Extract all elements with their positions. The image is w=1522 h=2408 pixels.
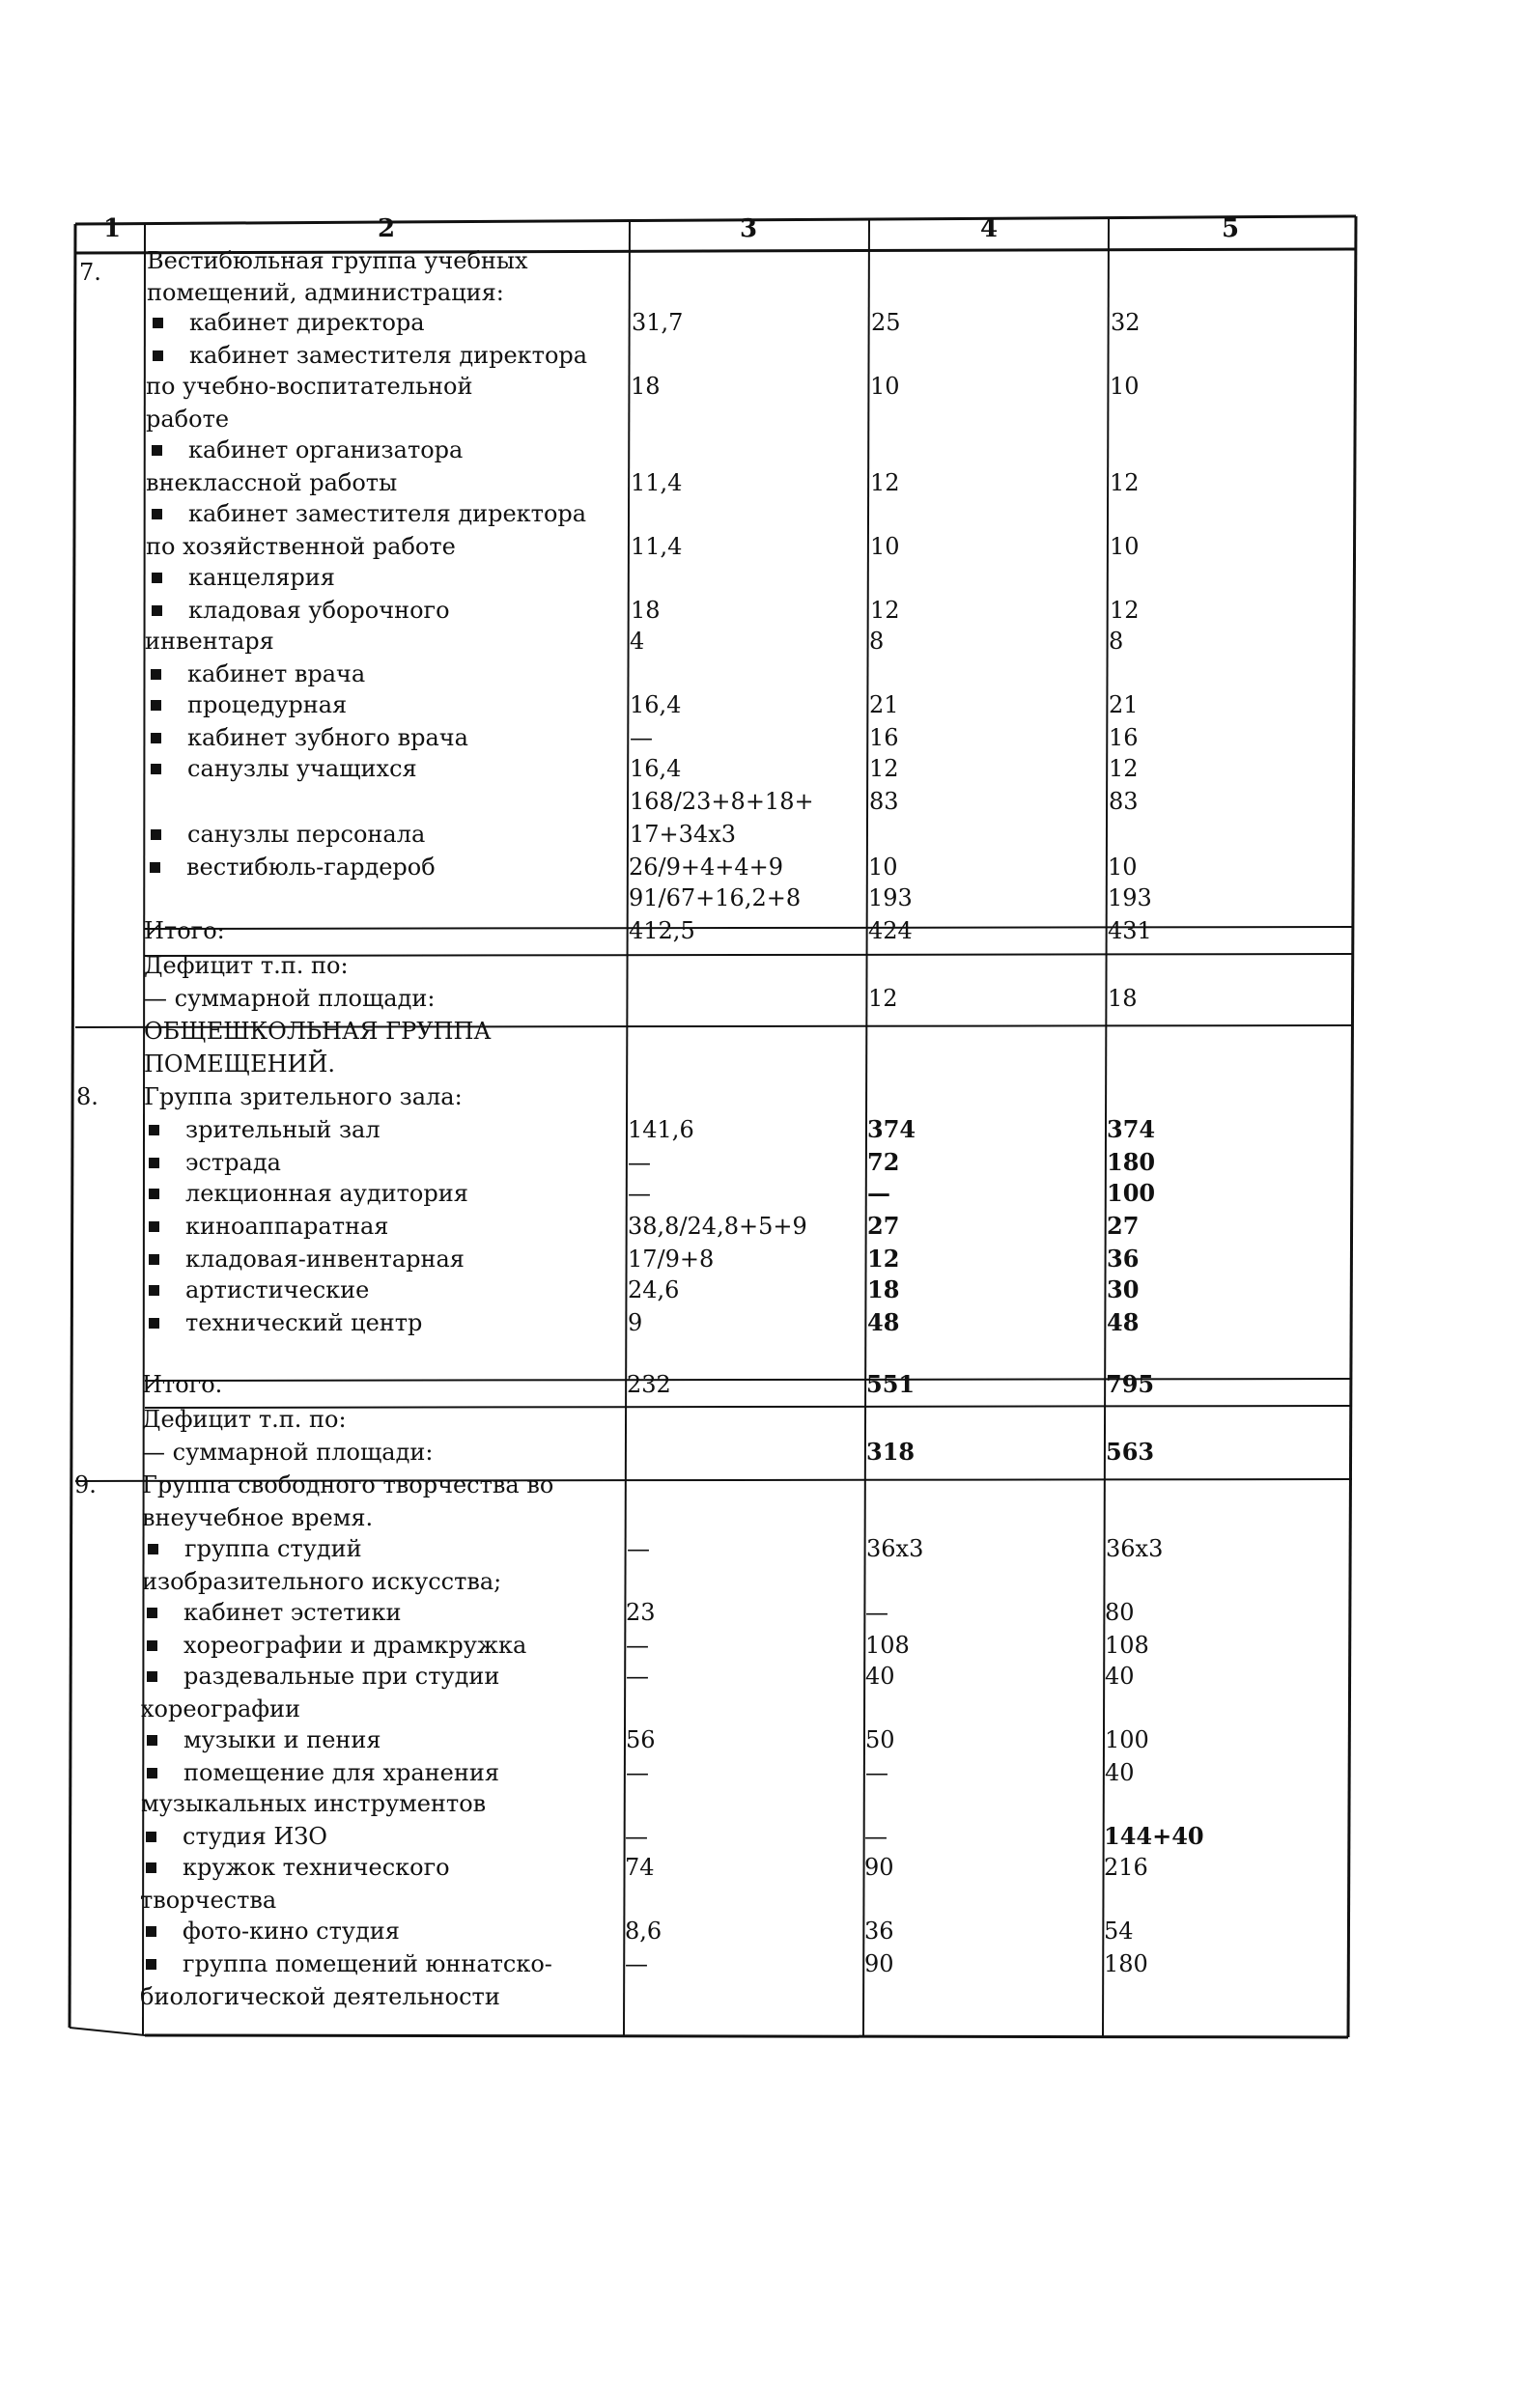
row-label: помещений, администрация:: [147, 279, 504, 306]
cell-col3: —: [626, 1632, 649, 1659]
cell-col4: 12: [867, 1245, 900, 1273]
bullet-icon: [151, 829, 161, 840]
row-label: внеучебное время.: [142, 1504, 374, 1531]
cell-col3: 412,5: [629, 917, 695, 944]
cell-col5: 30: [1107, 1275, 1140, 1303]
row-label: по хозяйственной работе: [146, 533, 456, 560]
cell-col5: 563: [1106, 1438, 1155, 1466]
cell-col5: 10: [1108, 854, 1138, 881]
cell-col5: 100: [1107, 1179, 1156, 1207]
cell-col5: 180: [1107, 1148, 1156, 1176]
cell-col4: 36x3: [866, 1535, 924, 1562]
cell-col4: 27: [867, 1212, 900, 1240]
cell-col5: 12: [1110, 597, 1140, 624]
row-label: кабинет заместителя директора: [188, 500, 587, 527]
cell-col5: 18: [1108, 985, 1138, 1012]
row-label: хореографии и драмкружка: [183, 1632, 527, 1659]
cell-col4: 12: [870, 469, 900, 496]
row-label: эстрада: [185, 1149, 281, 1176]
bullet-icon: [151, 669, 161, 680]
row-label: процедурная: [187, 691, 348, 718]
cell-col5: 144+40: [1104, 1822, 1204, 1850]
bullet-icon: [146, 1926, 156, 1937]
bullet-icon: [149, 1318, 159, 1329]
row-label: технический центр: [185, 1309, 423, 1336]
bullet-icon: [152, 445, 162, 456]
cell-col5: 12: [1110, 469, 1140, 496]
row-label: Группа свободного творчества во: [142, 1471, 554, 1498]
bullet-icon: [147, 1608, 157, 1618]
cell-col4: 318: [866, 1438, 916, 1466]
cell-col3: 9: [628, 1309, 643, 1336]
cell-col3: —: [630, 724, 653, 751]
row-label: Итого.: [142, 1371, 223, 1398]
cell-col4: —: [864, 1823, 888, 1850]
cell-col4: 551: [866, 1370, 916, 1398]
cell-col4: —: [867, 1179, 890, 1207]
row-label: Итого:: [144, 917, 225, 944]
cell-col5: 193: [1108, 884, 1152, 911]
cell-col4: 21: [869, 691, 899, 718]
cell-col3: 17/9+8: [628, 1246, 715, 1273]
row-label: хореографии: [141, 1695, 301, 1722]
bullet-icon: [149, 1189, 159, 1199]
cell-col3: 16,4: [630, 691, 682, 718]
row-label: Группа зрительного зала:: [144, 1083, 463, 1110]
row-label: биологической деятельности: [140, 1983, 500, 2010]
cell-col5: 12: [1109, 755, 1139, 782]
cell-col4: 12: [869, 755, 899, 782]
cell-col3: 38,8/24,8+5+9: [628, 1213, 807, 1240]
cell-col5: 108: [1105, 1632, 1149, 1659]
row-label: кружок технического: [183, 1854, 450, 1881]
cell-col3: 56: [626, 1726, 656, 1753]
bullet-icon: [148, 1544, 158, 1554]
cell-col4: 16: [869, 724, 899, 751]
cell-col3: 18: [631, 373, 661, 400]
cell-col3: 141,6: [628, 1116, 694, 1143]
row-number: 9.: [74, 1471, 97, 1498]
cell-col3: —: [626, 1663, 649, 1690]
row-label: артистические: [185, 1276, 370, 1303]
bullet-icon: [147, 1671, 157, 1682]
cell-col4: 12: [868, 985, 898, 1012]
row-label: группа студий: [184, 1535, 362, 1562]
cell-col5: 83: [1109, 788, 1139, 815]
cell-col5: 32: [1111, 309, 1141, 336]
cell-col5: 54: [1104, 1918, 1134, 1945]
bullet-icon: [149, 1221, 159, 1232]
cell-col5: 10: [1110, 373, 1140, 400]
cell-col5: 36x3: [1106, 1535, 1164, 1562]
cell-col5: 40: [1105, 1663, 1135, 1690]
cell-col4: 36: [864, 1918, 894, 1945]
cell-col3: 4: [630, 628, 645, 655]
cell-col5: 80: [1105, 1599, 1135, 1626]
bullet-icon: [147, 1735, 157, 1746]
cell-col3: 11,4: [631, 533, 683, 560]
bullet-icon: [151, 733, 161, 743]
cell-col4: 108: [865, 1632, 910, 1659]
cell-col4: 12: [870, 597, 900, 624]
row-label: кабинет заместителя директора: [189, 342, 588, 369]
cell-col4: 10: [868, 854, 898, 881]
col-header-3: 3: [739, 214, 758, 243]
row-label: киноаппаратная: [185, 1213, 389, 1240]
cell-col5: 8: [1109, 628, 1124, 655]
cell-col4: 40: [865, 1663, 895, 1690]
row-label: помещение для хранения: [183, 1759, 499, 1786]
cell-col4: 374: [867, 1115, 916, 1143]
row-label: кабинет директора: [189, 309, 425, 336]
cell-col3: 11,4: [631, 469, 683, 496]
row-label: зрительный зал: [185, 1116, 380, 1143]
bullet-icon: [147, 1768, 157, 1778]
cell-col4: 424: [868, 917, 913, 944]
row-label: кабинет эстетики: [183, 1599, 402, 1626]
cell-col5: 36: [1107, 1245, 1140, 1273]
cell-col4: 10: [870, 373, 900, 400]
bullet-icon: [149, 1158, 159, 1168]
col-header-1: 1: [102, 214, 122, 243]
cell-col4: 8: [869, 628, 885, 655]
cell-col5: 100: [1105, 1726, 1149, 1753]
cell-col3: 8,6: [625, 1918, 662, 1945]
row-label: кладовая-инвентарная: [185, 1246, 465, 1273]
row-label: по учебно-воспитательной: [146, 373, 473, 400]
cell-col5: 216: [1104, 1854, 1148, 1881]
row-label: кабинет врача: [187, 660, 366, 687]
bullet-icon: [146, 1959, 156, 1970]
cell-col4: 18: [867, 1275, 900, 1303]
cell-col3: —: [628, 1180, 651, 1207]
cell-col3: —: [625, 1823, 648, 1850]
bullet-icon: [152, 573, 162, 583]
row-label: санузлы персонала: [187, 821, 426, 848]
row-label: Вестибюльная группа учебных: [147, 247, 528, 274]
cell-col3: 232: [627, 1371, 671, 1398]
row-number: 8.: [76, 1083, 99, 1110]
row-label: раздевальные при студии: [183, 1663, 500, 1690]
bullet-icon: [151, 700, 161, 711]
col-header-2: 2: [377, 214, 396, 243]
row-label: Дефицит т.п. по:: [144, 952, 349, 979]
cell-col5: 16: [1109, 724, 1139, 751]
col-header-4: 4: [979, 214, 999, 243]
bullet-icon: [150, 862, 160, 873]
row-label: фото-кино студия: [183, 1918, 400, 1945]
cell-col4: 90: [864, 1950, 894, 1977]
cell-col4: 50: [865, 1726, 895, 1753]
cell-col5: 10: [1110, 533, 1140, 560]
bullet-icon: [149, 1285, 159, 1296]
cell-col3: 26/9+4+4+9: [629, 854, 784, 881]
cell-col3: 24,6: [628, 1276, 680, 1303]
row-label: — суммарной площади:: [142, 1439, 434, 1466]
cell-col3: —: [628, 1149, 651, 1176]
cell-col5: 795: [1106, 1370, 1155, 1398]
cell-col5: 27: [1107, 1212, 1140, 1240]
col-header-5: 5: [1221, 214, 1240, 243]
row-label: ОБЩЕШКОЛЬНАЯ ГРУППА: [144, 1018, 492, 1045]
cell-col5: 180: [1104, 1950, 1148, 1977]
bullet-icon: [152, 509, 162, 519]
row-label: изобразительного искусства;: [142, 1568, 502, 1595]
cell-col3: —: [626, 1759, 649, 1786]
row-label: музыки и пения: [183, 1726, 381, 1753]
row-label: студия ИЗО: [183, 1823, 327, 1850]
cell-col4: 48: [867, 1308, 900, 1336]
row-label: работе: [146, 406, 230, 433]
cell-col3: 23: [626, 1599, 656, 1626]
cell-col5: 21: [1109, 691, 1139, 718]
cell-col3: 31,7: [632, 309, 684, 336]
row-label: — суммарной площади:: [144, 985, 436, 1012]
row-label: творчества: [140, 1887, 277, 1914]
cell-col4: 90: [864, 1854, 894, 1881]
row-label: лекционная аудитория: [185, 1180, 468, 1207]
bullet-icon: [149, 1254, 159, 1265]
cell-col3: 74: [625, 1854, 655, 1881]
row-label: музыкальных инструментов: [141, 1790, 487, 1817]
row-label: инвентаря: [145, 628, 274, 655]
bullet-icon: [147, 1640, 157, 1651]
row-label: санузлы учащихся: [187, 755, 417, 782]
cell-col5: 48: [1107, 1308, 1140, 1336]
cell-col4: —: [865, 1759, 888, 1786]
row-label: кладовая уборочного: [188, 597, 450, 624]
row-label: кабинет зубного врача: [187, 724, 468, 751]
cell-col3: —: [625, 1950, 648, 1977]
cell-col3: 16,4: [630, 755, 682, 782]
bullet-icon: [149, 1125, 159, 1135]
cell-col4: 72: [867, 1148, 900, 1176]
cell-col4: 193: [868, 884, 913, 911]
cell-col4: 83: [869, 788, 899, 815]
cell-col3: —: [627, 1535, 650, 1562]
row-label: группа помещений юннатско-: [183, 1950, 552, 1977]
row-label: внеклассной работы: [146, 469, 398, 496]
row-label: канцелярия: [188, 564, 335, 591]
row-label: кабинет организатора: [188, 436, 464, 463]
row-label: вестибюль-гардероб: [186, 854, 436, 881]
row-label: ПОМЕЩЕНИЙ.: [144, 1050, 336, 1078]
bullet-icon: [152, 605, 162, 616]
row-label: Дефицит т.п. по:: [142, 1406, 347, 1433]
cell-col5: 431: [1108, 917, 1152, 944]
cell-col4: 10: [870, 533, 900, 560]
bullet-icon: [153, 318, 163, 328]
cell-col3: 168/23+8+18+: [630, 788, 814, 815]
cell-col4: —: [865, 1599, 888, 1626]
bullet-icon: [146, 1832, 156, 1842]
cell-col3: 18: [631, 597, 661, 624]
cell-col5: 374: [1107, 1115, 1156, 1143]
cell-col5: 40: [1105, 1759, 1135, 1786]
cell-col3: 17+34x3: [630, 821, 736, 848]
bullet-icon: [153, 350, 163, 361]
cell-col3: 91/67+16,2+8: [629, 884, 802, 911]
bullet-icon: [151, 764, 161, 774]
bullet-icon: [146, 1862, 156, 1873]
row-number: 7.: [79, 259, 101, 286]
cell-col4: 25: [871, 309, 901, 336]
